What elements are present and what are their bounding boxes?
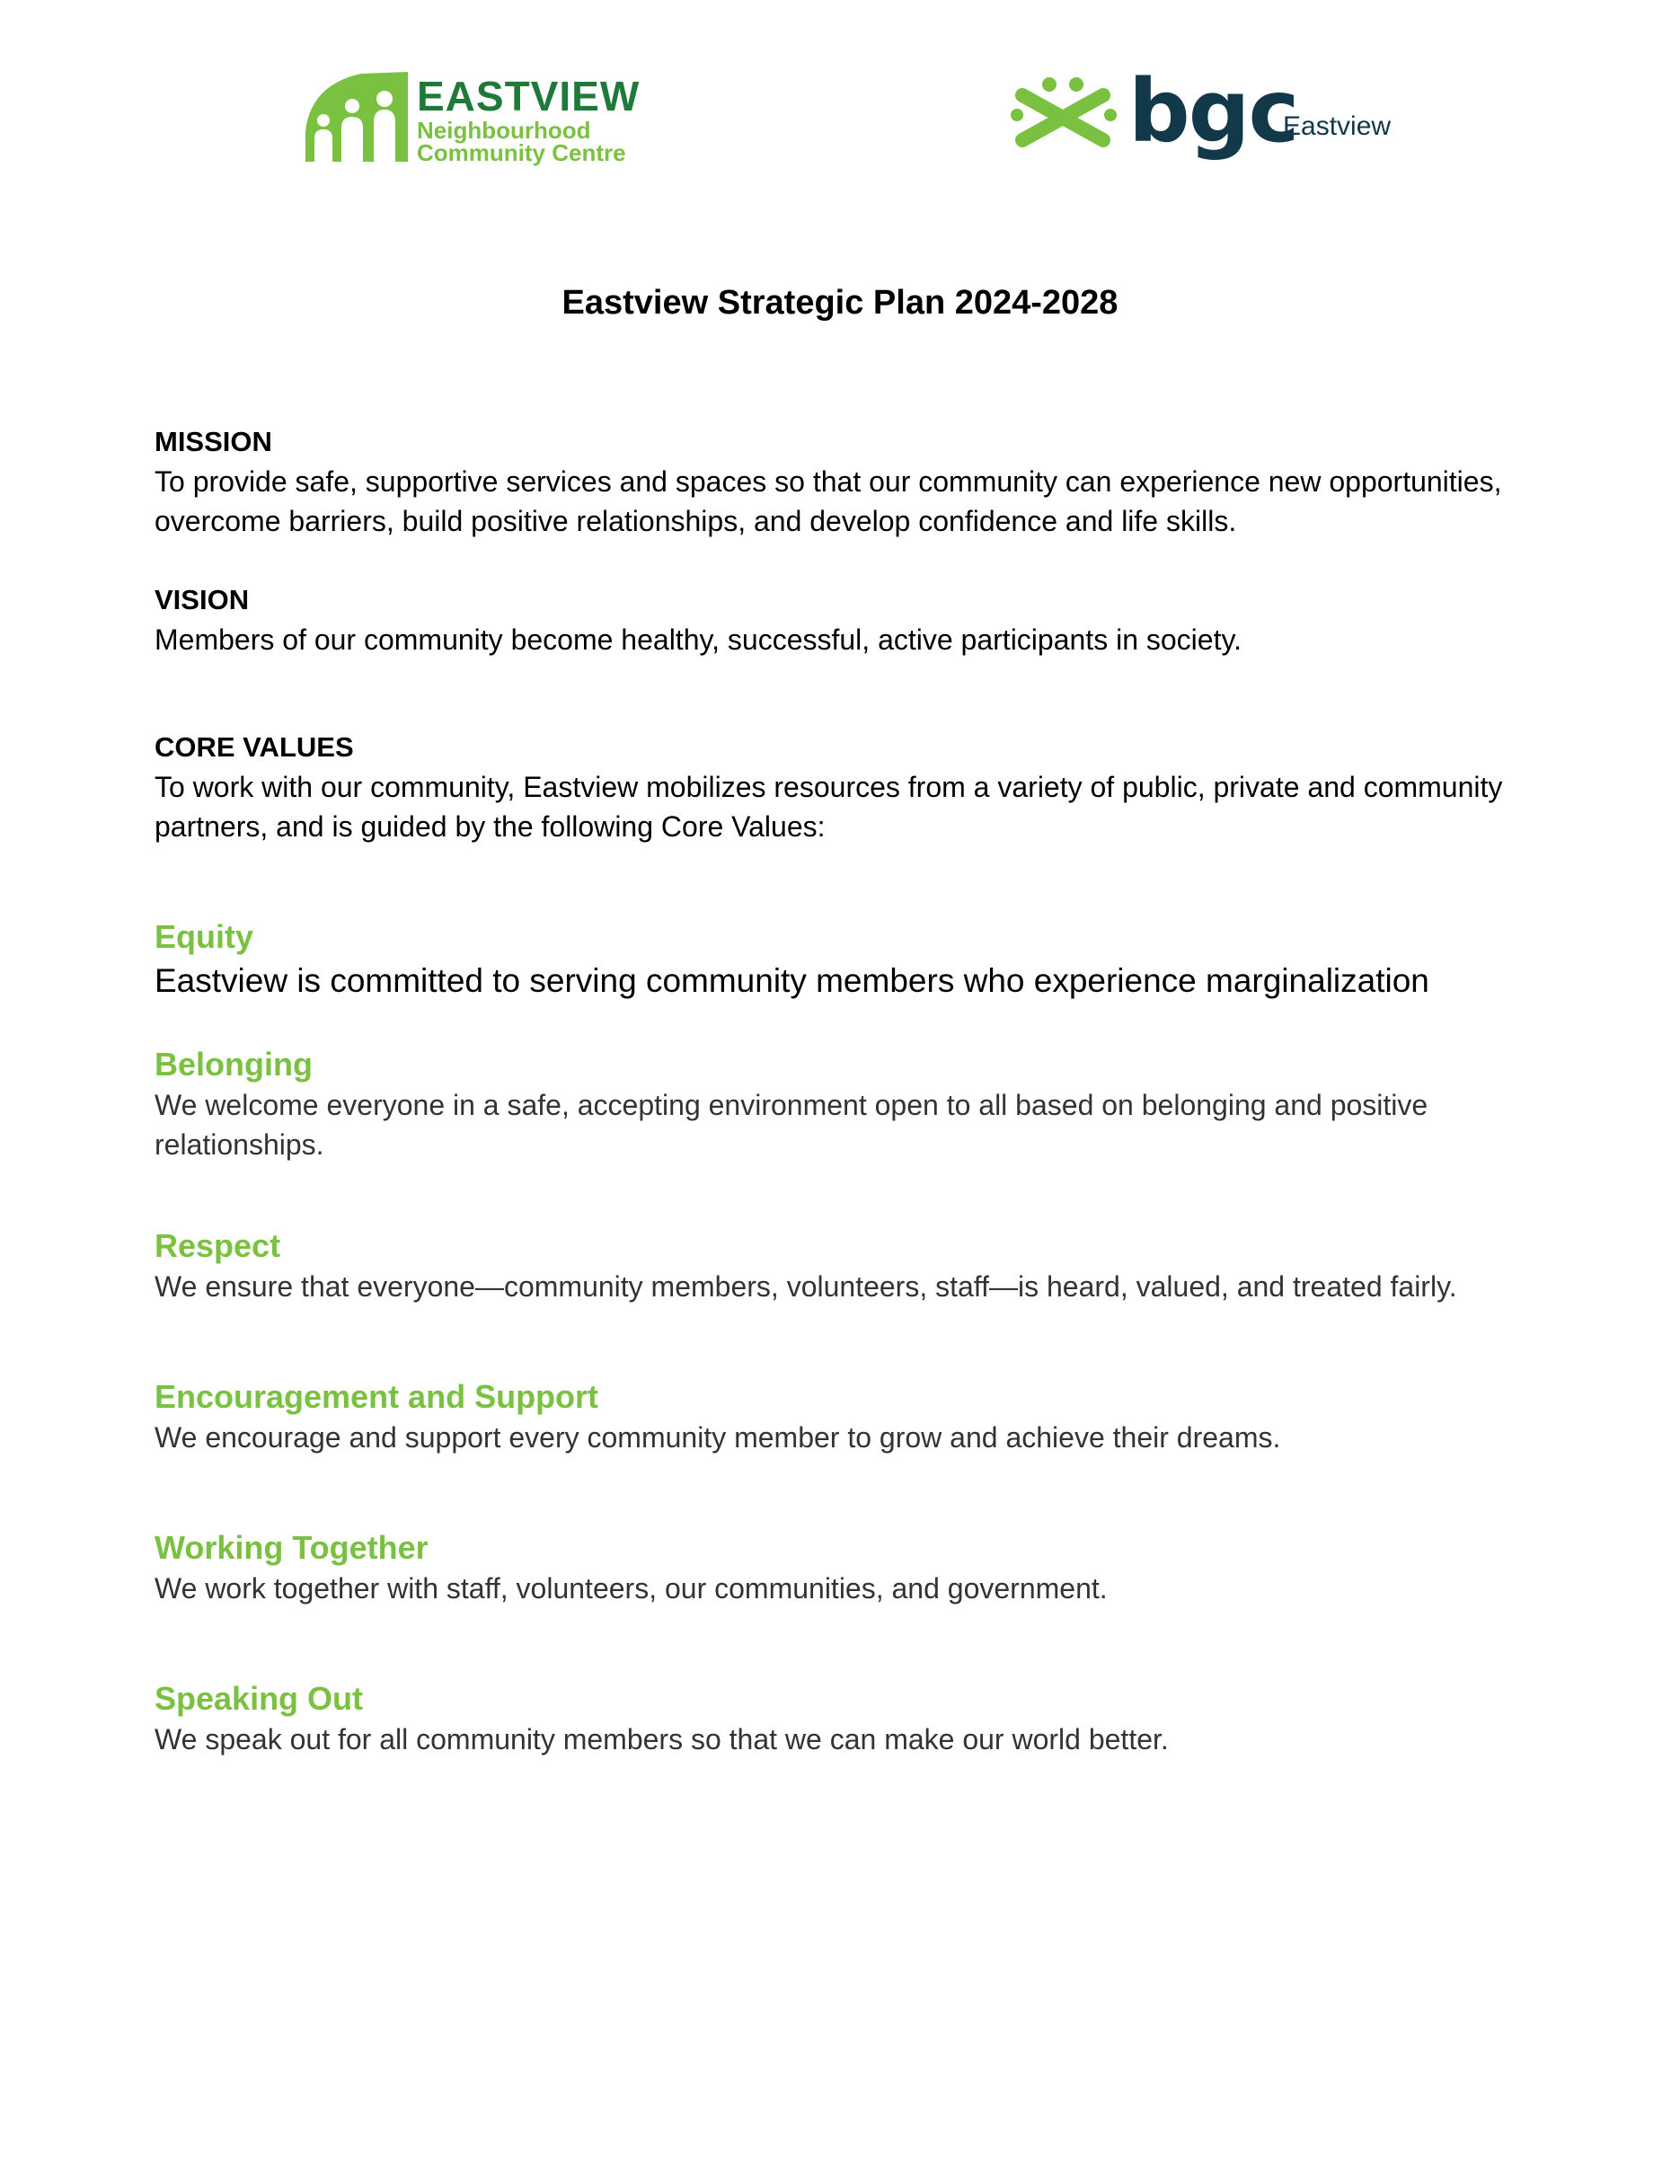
eastview-logo-line3: Community Centre: [417, 139, 626, 166]
value-item-belonging: [155, 1044, 1556, 1164]
eastview-logo-name: EASTVIEW: [417, 73, 641, 119]
eastview-arch-icon: [302, 68, 410, 165]
document-body: [155, 422, 1556, 1759]
value-title: Respect: [155, 1227, 281, 1264]
value-title: Belonging: [155, 1046, 313, 1083]
value-item-speaking-out: [155, 1678, 1556, 1759]
bgc-location: Eastview: [1283, 111, 1392, 141]
value-text: We encourage and support every community member to grow and achieve their dreams.: [155, 1421, 1281, 1454]
value-title: Speaking Out: [155, 1680, 364, 1717]
mission-heading: MISSION: [155, 426, 272, 457]
vision-section: [155, 580, 1556, 659]
core-values-heading: CORE VALUES: [155, 731, 354, 763]
core-values-text: To work with our community, Eastview mobilizes resources from a variety of public, private and community partners, and is guided by the following Core Values:: [155, 771, 1503, 843]
value-title: Encouragement and Support: [155, 1378, 599, 1415]
value-item-respect: [155, 1225, 1556, 1306]
value-text: Eastview is committed to serving community members who experience marginalization: [155, 962, 1429, 999]
eastview-logo-line2: Neighbourhood: [417, 117, 591, 144]
vision-heading: VISION: [155, 584, 250, 615]
value-text: We ensure that everyone—community members, volunteers, staff—is heard, valued, and treated fairly.: [155, 1270, 1457, 1303]
mission-section: [155, 422, 1556, 541]
value-title: Equity: [155, 918, 254, 955]
bgc-people-icon: [1010, 75, 1118, 156]
value-item-working-together: [155, 1527, 1556, 1608]
value-item-encouragement: [155, 1376, 1556, 1457]
bgc-wordmark: bgc: [1128, 61, 1298, 162]
bgc-logo: [1010, 61, 1414, 180]
vision-text: Members of our community become healthy, successful, active participants in society.: [155, 623, 1242, 656]
value-text: We welcome everyone in a safe, accepting environment open to all based on belonging and positive relationships.: [155, 1089, 1428, 1161]
eastview-logo: [302, 68, 661, 167]
value-title: Working Together: [155, 1529, 429, 1566]
mission-text: To provide safe, supportive services and spaces so that our community can experience new opportunities, overcome barriers, build positive relationships, and develop confidence and life skills.: [155, 465, 1502, 537]
value-item-equity: [155, 916, 1556, 1004]
page-title: Eastview Strategic Plan 2024-2028: [561, 284, 1119, 322]
core-values-section: [155, 728, 1556, 846]
value-text: We work together with staff, volunteers, our communities, and government.: [155, 1572, 1108, 1605]
value-text: We speak out for all community members so that we can make our world better.: [155, 1723, 1169, 1755]
